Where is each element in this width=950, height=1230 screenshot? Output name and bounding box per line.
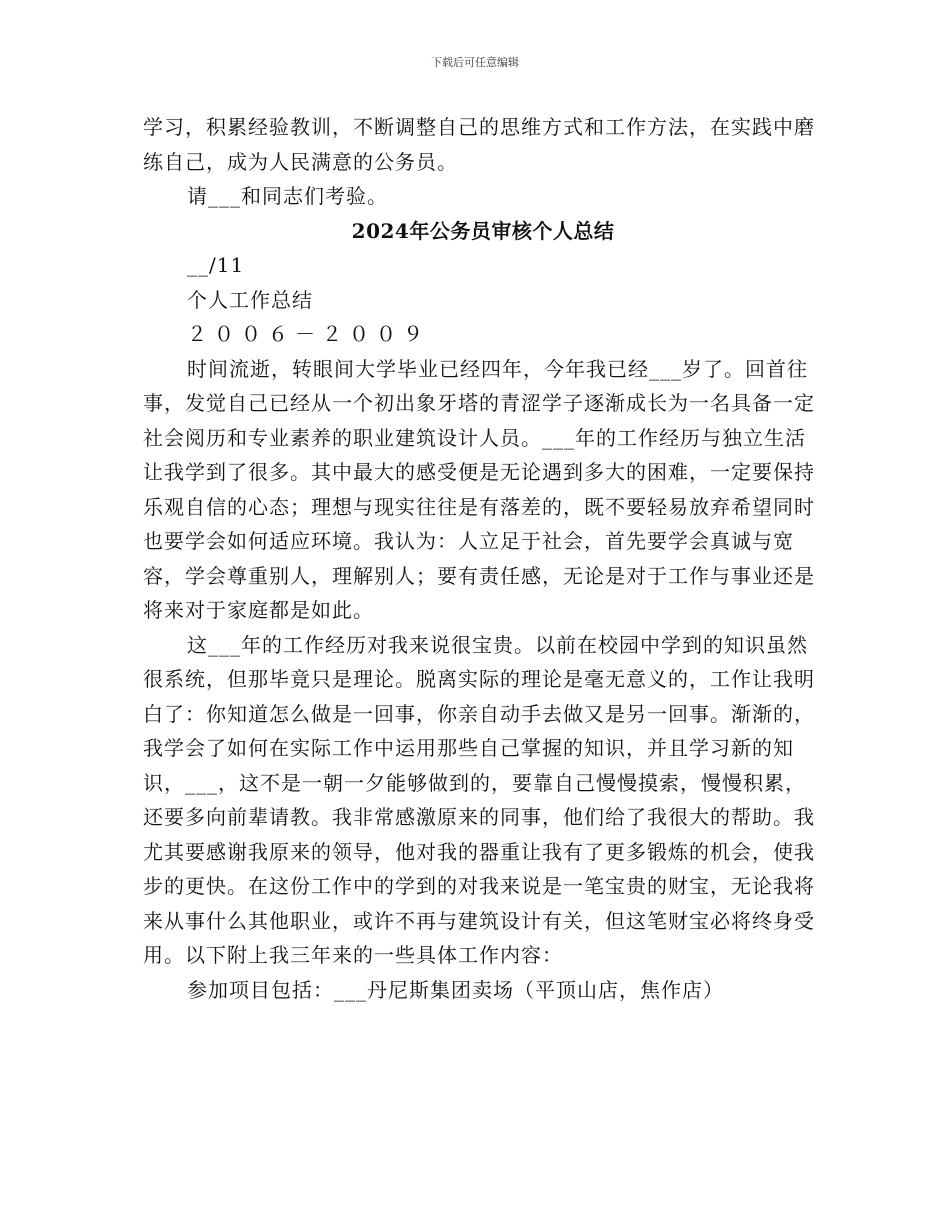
document-title: 2024年公务员审核个人总结: [351, 218, 615, 243]
paragraph-2: 请___和同志们考验。: [187, 184, 388, 208]
paragraph-1: 学习，积累经验教训，不断调整自己的思维方式和工作方法，在实践中磨练自己，成为人民满意的公务员。: [143, 115, 815, 174]
paragraph-5: 参加项目包括：___丹尼斯集团卖场（平顶山店，焦作店）: [187, 977, 724, 1002]
subtitle: 个人工作总结: [187, 287, 313, 312]
paragraph-4: 这___年的工作经历对我来说很宝贵。以前在校园中学到的知识虽然很系统，但那毕竟只是理论。脱离实际的理论是毫无意义的，工作让我明白了：你知道怎么做是一回事，你亲自动手去做又是另一回事。渐渐的，我学会了如何在实际工作中运用那些自己掌握的知识，并且学习新的知识，___，这不是一朝一夕能够做到的，要靠自己慢慢摸索，慢慢积累，还要多向前辈请教。我非常感激原来的同事，他们给了我很大的帮助。我尤其要感谢我原来的领导，他对我的器重让我有了更多锻炼的机会，使我步的更快。在这份工作中的学到的对我来说是一笔宝贵的财宝，无论我将来从事什么其他职业，或许不再与建筑设计有关，但这笔财宝必将终身受用。以下附上我三年来的一些具体工作内容：: [143, 632, 815, 967]
document-body: [143, 110, 823, 1007]
date-line: __/11: [187, 253, 245, 277]
year-range: ２００６－２００９: [187, 322, 430, 346]
paragraph-3: 时间流逝，转眼间大学毕业已经四年，今年我已经___岁了。回首往事，发觉自己已经从一个初出象牙塔的青涩学子逐渐成长为一名具备一定社会阅历和专业素养的职业建筑设计人员。___年的工作经历与独立生活让我学到了很多。其中最大的感受便是无论遇到多大的困难，一定要保持乐观自信的心态；理想与现实往往是有落差的，既不要轻易放弃希望同时也要学会如何适应环境。我认为：人立足于社会，首先要学会真诚与宽容，学会尊重别人，理解别人；要有责任感，无论是对于工作与事业还是将来对于家庭都是如此。: [143, 356, 815, 622]
page-header: 下载后可任意编辑: [431, 56, 519, 69]
